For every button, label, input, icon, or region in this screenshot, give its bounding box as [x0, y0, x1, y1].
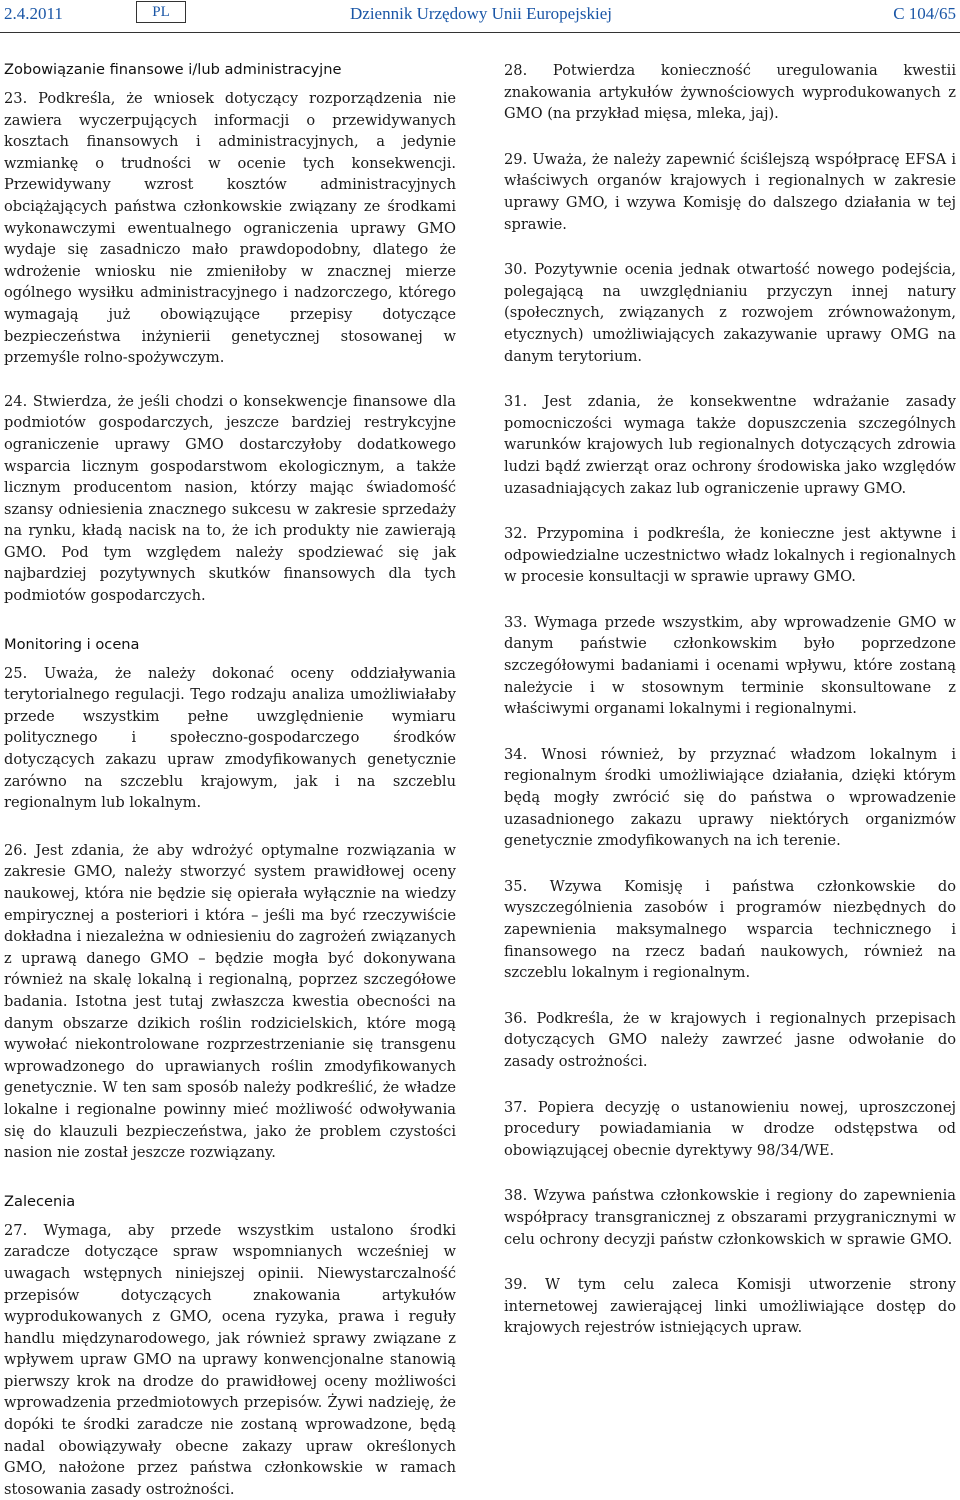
- journal-title: Dziennik Urzędowy Unii Europejskiej: [350, 4, 613, 23]
- paragraph-34: 34. Wnosi również, by przyznać władzom lokalnym i regionalnym środki umożliwiające działania, dzięki którym będą mogły zwrócić się do państwa o wprowadzenie uzasadnionego zakazu uprawy niektórych organizmów genetycznie zmodyfikowanych na ich terenie.: [504, 745, 956, 850]
- left-column: [4, 60, 456, 1500]
- paragraph-35: 35. Wzywa Komisję i państwa członkowskie do wyszczególnienia zasobów i programów niezbędnych do zapewnienia maksymalnego wsparcia technicznego i finansowego na rzecz badań naukowych, również na szczeblu lokalnym i regionalnym.: [504, 877, 956, 982]
- language-badge: PL: [136, 1, 186, 23]
- right-column: [504, 60, 956, 1339]
- paragraph-33: 33. Wymaga przede wszystkim, aby wprowadzenie GMO w danym państwie członkowskim było poprzedzone szczegółowymi badaniami i ocenami wpływu, które zostaną należycie i w stosownym terminie skonsultowane z właściwymi organami lokalnymi i regionalnymi.: [504, 613, 956, 718]
- paragraph-26: 26. Jest zdania, że aby wdrożyć optymalne rozwiązania w zakresie GMO, należy stworzyć system prawidłowej oceny naukowej, która nie będzie się opierała wyłącznie na wiedzy empirycznej a posteriori i która – jeśli ma być rzeczywiście dokładna i niezależna w odniesieniu do zagrożeń związanych z uprawą danego GMO – będzie mogła być dokonywana również na skalę lokalną i regionalną, poprzez szczegółowe badania. Istotna jest tutaj zwłaszcza kwestia obecności na danym obszarze dzikich roślin rodzicielskich, które mogą wywołać niekontrolowane rozprzestrzenianie się transgenu wprowadzonego do uprawianych roślin zmodyfikowanych genetycznie. W ten sam sposób należy podkreślić, że władze lokalne i regionalne powinny mieć możliwość odwoływania się do klauzuli bezpieczeństwa, jako że problem czystości nasion nie został jeszcze rozwiązany.: [4, 841, 456, 1162]
- header-divider: [0, 32, 960, 33]
- section-heading-finance: Zobowiązanie finansowe i/lub administracyjne: [4, 61, 342, 78]
- issue-number: C 104/65: [893, 4, 956, 23]
- paragraph-24: 24. Stwierdza, że jeśli chodzi o konsekwencje finansowe dla podmiotów gospodarczych, jeszcze bardziej restrykcyjne ograniczenie uprawy GMO dostarczyłoby dodatkowego wsparcia licznym gospodarstwom ekologicznym, a także licznym producentom nasion, którzy mając świadomość szansy odniesienia znacznego sukcesu w zakresie sprzedaży na rynku, kładą nacisk na to, że ich produkty nie zawierają GMO. Pod tym względem należy spodziewać się jak najbardziej pozytywnych skutków finansowych dla tych podmiotów gospodarczych.: [4, 392, 456, 605]
- paragraph-38: 38. Wzywa państwa członkowskie i regiony do zapewnienia współpracy transgranicznej z obszarami przygranicznymi w celu ochrony decyzji państw członkowskich w sprawie GMO.: [504, 1187, 956, 1248]
- section-heading-monitoring: Monitoring i ocena: [4, 635, 140, 653]
- paragraph-37: 37. Popiera decyzję o ustanowieniu nowej, uproszczonej procedury powiadamiania w drodze odstępstwa od obowiązującej obecnie dyrektywy 98/34/WE.: [504, 1098, 956, 1159]
- paragraph-29: 29. Uważa, że należy zapewnić ściślejszą współpracę EFSA i właściwych organów krajowych i regionalnych w zakresie uprawy GMO, i wzywa Komisję do dalszego działania w tej sprawie.: [504, 150, 956, 233]
- page-header: [0, 0, 960, 36]
- paragraph-39: 39. W tym celu zaleca Komisji utworzenie strony internetowej zawierającej linki umożliwiające dostęp do krajowych rejestrów istniejących upraw.: [504, 1276, 956, 1337]
- paragraph-30: 30. Pozytywnie ocenia jednak otwartość nowego podejścia, polegającą na uwzględnianiu przyczyn innej natury (społecznych, związanych z rozwojem zrównoważonym, etycznych) umożliwiających zakazywanie uprawy OMG na danym terytorium.: [504, 261, 956, 365]
- paragraph-25: 25. Uważa, że należy dokonać oceny oddziaływania terytorialnego regulacji. Tego rodzaju analiza umożliwiałaby przede wszystkim pełne uwzględnienie wymiaru politycznego i społeczno-gospodarczego środków dotyczących zakazu upraw zmodyfikowanych genetycznie zarówno na szczeblu krajowym, jak i na szczeblu regionalnym lub lokalnym.: [4, 664, 456, 812]
- paragraph-31: 31. Jest zdania, że konsekwentne wdrażanie zasady pomocniczości wymaga także dopuszczenia szczególnych warunków krajowych lub regionalnych dotyczących zdrowia ludzi bądź zwierząt oraz ochrony środowiska jako względów uzasadniających zakaz lub ograniczenie uprawy GMO.: [504, 393, 956, 497]
- section-heading-recommendations: Zalecenia: [4, 1192, 76, 1210]
- paragraph-23: 23. Podkreśla, że wniosek dotyczący rozporządzenia nie zawiera wyczerpujących informacji o przewidywanych kosztach finansowych i administracyjnych, a jedynie wzmiankę o trudności w ocenie tych konsekwencji. Przewidywany wzrost kosztów administracyjnych obciążających państwa członkowskie związany ze środkami wykonawczymi ewentualnego ograniczenia uprawy GMO wydaje się zasadniczo mało prawdopodobny, dlatego że wdrożenie wniosku nie zmieniłoby w znacznej mierze ogólnego wysiłku administracyjnego i nadzorczego, którego wymagają już obowiązujące przepisy dotyczące bezpieczeństwa inżynierii genetycznej stosowanej w przemyśle rolno-spożywczym.: [4, 90, 456, 367]
- paragraph-32: 32. Przypomina i podkreśla, że konieczne jest aktywne i odpowiedzialne uczestnictwo władz lokalnych i regionalnych w procesie konsultacji w sprawie uprawy GMO.: [504, 525, 956, 586]
- paragraph-36: 36. Podkreśla, że w krajowych i regionalnych przepisach dotyczących GMO należy zawrzeć jasne odwołanie do zasady ostrożności.: [504, 1009, 956, 1070]
- publication-date: 2.4.2011: [4, 4, 63, 23]
- paragraph-27: 27. Wymaga, aby przede wszystkim ustalono środki zaradcze dotyczące spraw wspomnianych wcześniej w uwagach wstępnych niniejszej opinii. Niewystarczalność przepisów dotyczących znakowania artykułów wyprodukowanych z GMO, ocena ryzyka, prawa i reguły handlu międzynarodowego, jak również sprawy związane z wpływem upraw GMO na uprawy konwencjonalne stanowią pierwszy krok na drodze do prawidłowej oceny możliwości wprowadzenia przedmiotowych przepisów. Żywi nadzieję, że dopóki te środki zaradcze nie zostaną wprowadzone, będą nadal obowiązywały obecne zakazy upraw określonych GMO, nałożone przez państwa członkowskie w ramach stosowania zasady ostrożności.: [4, 1221, 456, 1498]
- paragraph-28: 28. Potwierdza konieczność uregulowania kwestii znakowania artykułów żywnościowych wyprodukowanych z GMO (na przykład mięsa, mleka, jaj).: [504, 62, 956, 123]
